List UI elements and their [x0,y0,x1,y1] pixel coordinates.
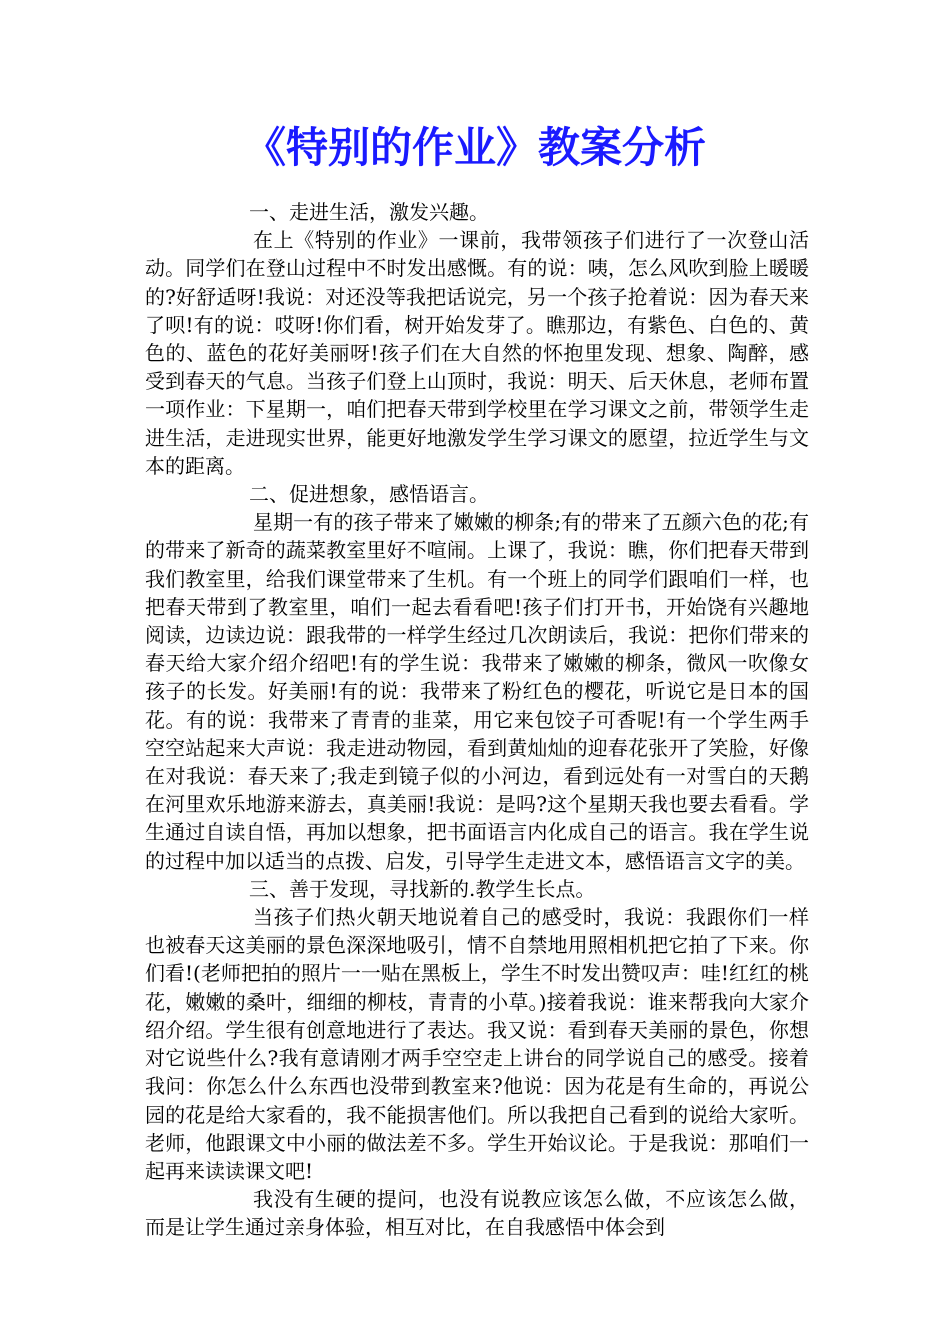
section-1 [145,198,809,480]
paragraph: 星期一有的孩子带来了嫩嫩的柳条;有的带来了五颜六色的花;有的带来了新奇的蔬菜教室里好不喧闹。上课了，我说：瞧，你们把春天带到我们教室里，给我们课堂带来了生机。有一个班上的同学们跟咱们一样，也把春天带到了教室里，咱们一起去看看吧!孩子们打开书，开始饶有兴趣地阅读，边读边说：跟我带的一样学生经过几次朗读后，我说：把你们带来的春天给大家介绍介绍吧!有的学生说：我带来了嫩嫩的柳条，微风一吹像女孩子的长发。好美丽!有的说：我带来了粉红色的樱花，听说它是日本的国花。有的说：我带来了青青的韭菜，用它来包饺子可香呢!有一个学生两手空空站起来大声说：我走进动物园，看到黄灿灿的迎春花张开了笑脸，好像在对我说：春天来了;我走到镜子似的小河边，看到远处有一对雪白的天鹅在河里欢乐地游来游去，真美丽!我说：是吗?这个星期天我也要去看看。学生通过自读自悟，再加以想象，把书面语言内化成自己的语言。我在学生说的过程中加以适当的点拨、启发，引导学生走进文本，感悟语言文字的美。 [145,510,809,873]
paragraph: 我没有生硬的提问，也没有说教应该怎么做，不应该怎么做，而是让学生通过亲身体验，相互对比，在自我感悟中体会到 [145,1187,809,1240]
paragraph: 当孩子们热火朝天地说着自己的感受时，我说：我跟你们一样也被春天这美丽的景色深深地吸引，情不自禁地用照相机把它拍了下来。你们看!(老师把拍的照片一一贴在黑板上，学生不时发出赞叹声：哇!红红的桃花，嫩嫩的桑叶，细细的柳枝，青青的小草。)接着我说：谁来帮我向大家介绍介绍。学生很有创意地进行了表达。我又说：看到春天美丽的景色，你想对它说些什么?我有意请刚才两手空空走上讲台的同学说自己的感受。接着我问：你怎么什么东西也没带到教室来?他说：因为花是有生命的，再说公园的花是给大家看的，我不能损害他们。所以我把自己看到的说给大家听。老师，他跟课文中小丽的做法差不多。学生开始议论。于是我说：那咱们一起再来读读课文吧! [145,905,809,1183]
section-2 [145,480,809,875]
paragraph: 在上《特别的作业》一课前，我带领孩子们进行了一次登山活动。同学们在登山过程中不时发出感慨。有的说：咦，怎么风吹到脸上暖暖的?好舒适呀!我说：对还没等我把话说完，另一个孩子抢着说：因为春天来了呗!有的说：哎呀!你们看，树开始发芽了。瞧那边，有紫色、白色的、黄色的、蓝色的花好美丽呀!孩子们在大自然的怀抱里发现、想象、陶醉，感受到春天的气息。当孩子们登上山顶时，我说：明天、后天休息，老师布置一项作业：下星期一，咱们把春天带到学校里在学习课文之前，带领学生走进生活，走进现实世界，能更好地激发学生学习课文的愿望，拉近学生与文本的距离。 [145,228,809,478]
document-body [145,198,809,1242]
section-3 [145,875,809,1242]
section-heading: 三、善于发现，寻找新的.教学生长点。 [249,876,596,901]
section-heading: 一、走进生活，激发兴趣。 [249,200,489,224]
document-title: 《特别的作业》教案分析 [243,123,706,172]
section-heading: 二、促进想象，感悟语言。 [249,482,489,507]
